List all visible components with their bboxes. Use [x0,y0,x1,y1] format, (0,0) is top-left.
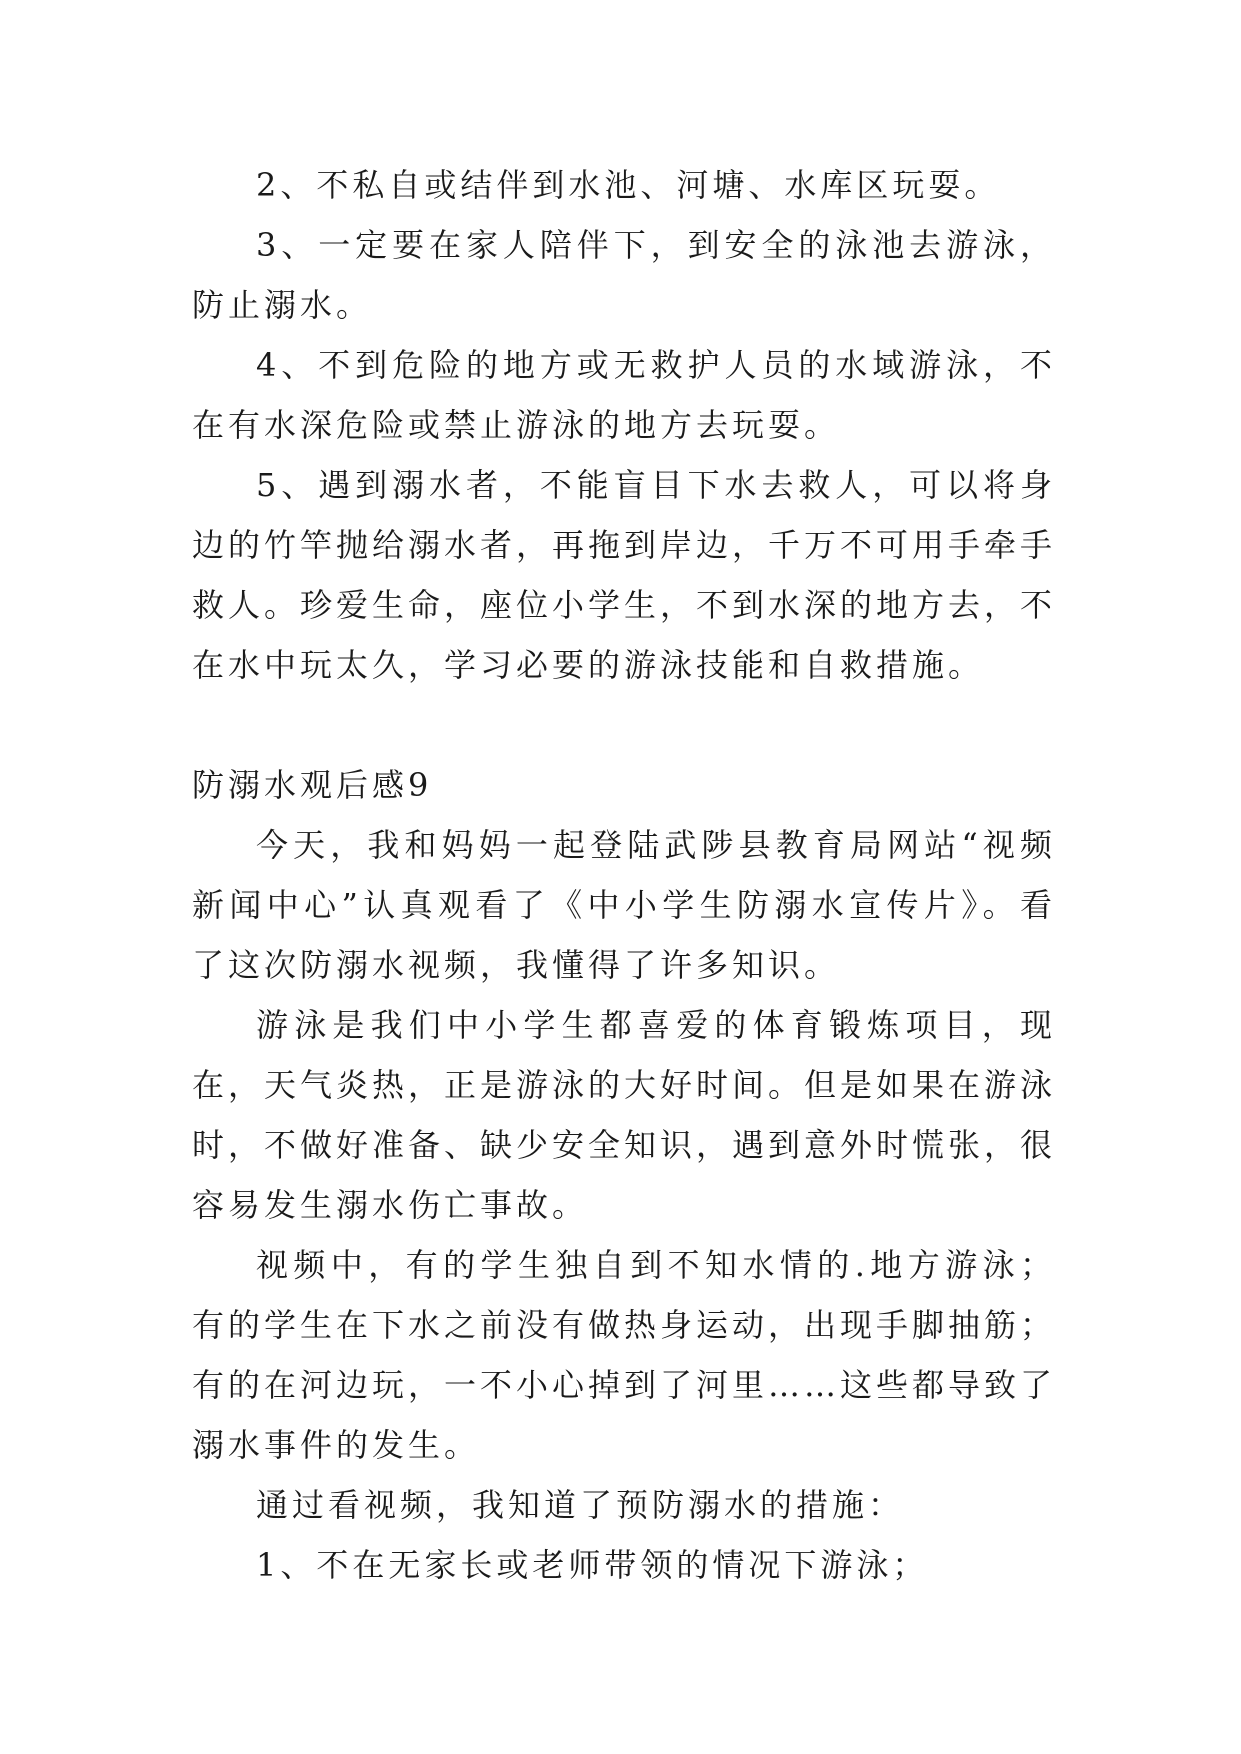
paragraph-swimming: 游泳是我们中小学生都喜爱的体育锻炼项目，现在，天气炎热，正是游泳的大好时间。但是如果在游泳时，不做好准备、缺少安全知识，遇到意外时慌张，很容易发生溺水伤亡事故。 [192,1006,1057,1224]
paragraph-video: 视频中，有的学生独自到不知水情的.地方游泳；有的学生在下水之前没有做热身运动，出现手脚抽筋；有的在河边玩，一不小心掉到了河里……这些都导致了溺水事件的发生。 [192,1246,1057,1464]
section-heading: 防溺水观后感9 [192,766,433,804]
paragraph-rule-4: 4、不到危险的地方或无救护人员的水域游泳，不在有水深危险或禁止游泳的地方去玩耍。 [192,346,1056,444]
document-body [192,155,1056,1595]
paragraph-intro: 今天，我和妈妈一起登陆武陟县教育局网站“视频新闻中心”认真观看了《中小学生防溺水宣传片》。看了这次防溺水视频，我懂得了许多知识。 [192,826,1056,984]
paragraph-measure-1: 1、不在无家长或老师带领的情况下游泳； [256,1546,929,1584]
paragraph-rule-3: 3、一定要在家人陪伴下，到安全的泳池去游泳，防止溺水。 [192,226,1056,324]
paragraph-rule-5: 5、遇到溺水者，不能盲目下水去救人，可以将身边的竹竿抛给溺水者，再拖到岸边，千万不可用手牵手救人。珍爱生命，座位小学生，不到水深的地方去，不在水中玩太久，学习必要的游泳技能和自救措施。 [192,466,1057,684]
section-gap [192,695,1056,755]
paragraph-measures-intro: 通过看视频，我知道了预防溺水的措施： [256,1486,905,1524]
paragraph-rule-2: 2、不私自或结伴到水池、河塘、水库区玩耍。 [256,166,1001,204]
